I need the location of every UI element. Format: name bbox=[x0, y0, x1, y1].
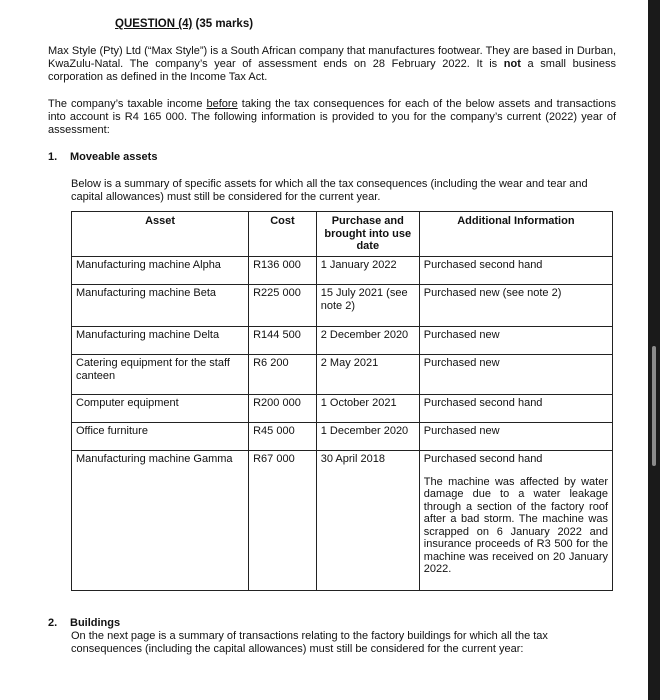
question-title bbox=[115, 18, 253, 31]
table-row bbox=[72, 395, 613, 423]
section-1-text: Below is a summary of specific assets for which all the tax consequences (including the wear and tear and capital allowances) must still be considered for the current year. bbox=[71, 178, 588, 203]
section-2-text: On the next page is a summary of transactions relating to the factory buildings for which all the tax consequences (including the capital allowances) must still be considered for the current year: bbox=[71, 630, 548, 655]
scrollbar[interactable] bbox=[648, 0, 660, 700]
cell-cost: R136 000 bbox=[249, 257, 317, 285]
scrollbar-thumb[interactable] bbox=[652, 346, 656, 466]
table-row bbox=[72, 285, 613, 327]
cell-asset: Office furniture bbox=[72, 423, 249, 451]
intro-p1-bold: not bbox=[503, 58, 521, 70]
intro-p2-text-a: The company’s taxable income bbox=[48, 98, 207, 110]
cell-asset: Manufacturing machine Gamma bbox=[72, 451, 249, 591]
gamma-damage-note: The machine was affected by water damage due to a water leakage through a section of the factory roof after a bad storm. The machine was scrapped on 6 January 2022 and insurance proceeds of R3 500 for the machine was received on 20 January 2022. bbox=[423, 475, 608, 575]
intro-p2-text-b: taking the tax consequences for each of the below assets and transactions into account is R4 165 000. The following information is provided to you for the company’s current (2022) year of assessment: bbox=[48, 98, 616, 136]
cell-date: 2 May 2021 bbox=[316, 355, 419, 395]
header-additional-info: Additional Information bbox=[419, 212, 612, 257]
assets-table bbox=[71, 211, 613, 591]
cell-asset: Manufacturing machine Delta bbox=[72, 327, 249, 355]
cell-info: Purchased second hand bbox=[419, 395, 612, 423]
cell-info: Purchased new bbox=[419, 355, 612, 395]
cell-date: 15 July 2021 (see note 2) bbox=[316, 285, 419, 327]
question-marks: (35 marks) bbox=[192, 18, 254, 30]
header-asset: Asset bbox=[72, 212, 249, 257]
cell-asset: Manufacturing machine Alpha bbox=[72, 257, 249, 285]
cell-date: 1 October 2021 bbox=[316, 395, 419, 423]
intro-paragraph-1 bbox=[48, 45, 616, 84]
section-1-heading bbox=[48, 151, 157, 164]
cell-cost: R144 500 bbox=[249, 327, 317, 355]
section-2-title: Buildings bbox=[70, 617, 121, 629]
cell-cost: R225 000 bbox=[249, 285, 317, 327]
header-date: Purchase and brought into use date bbox=[316, 212, 419, 257]
table-row bbox=[72, 327, 613, 355]
section-1-number: 1. bbox=[48, 151, 58, 163]
cell-date: 30 April 2018 bbox=[316, 451, 419, 591]
cell-date: 1 January 2022 bbox=[316, 257, 419, 285]
intro-p1-text-b: a small business corporation as defined in the Income Tax Act. bbox=[48, 58, 616, 83]
table-row bbox=[72, 257, 613, 285]
question-number: QUESTION (4) bbox=[115, 18, 193, 30]
intro-paragraph-2 bbox=[48, 98, 616, 137]
header-cost: Cost bbox=[249, 212, 317, 257]
cell-date: 2 December 2020 bbox=[316, 327, 419, 355]
gamma-info-label: Purchased second hand bbox=[423, 453, 543, 465]
table-row bbox=[72, 355, 613, 395]
intro-p2-underline: before bbox=[206, 98, 238, 110]
cell-info: Purchased second hand bbox=[419, 257, 612, 285]
table-row bbox=[72, 423, 613, 451]
cell-info: Purchased new (see note 2) bbox=[419, 285, 612, 327]
section-2-number: 2. bbox=[48, 617, 58, 629]
cell-cost: R200 000 bbox=[249, 395, 317, 423]
cell-info: Purchased new bbox=[419, 423, 612, 451]
cell-cost: R6 200 bbox=[249, 355, 317, 395]
section-2-heading bbox=[48, 617, 120, 630]
cell-info bbox=[419, 451, 612, 591]
cell-info: Purchased new bbox=[419, 327, 612, 355]
cell-asset: Catering equipment for the staff canteen bbox=[72, 355, 249, 395]
cell-date: 1 December 2020 bbox=[316, 423, 419, 451]
intro-p1-text-a: Max Style (Pty) Ltd (“Max Style”) is a South African company that manufactures footwear. They are based in Durban, KwaZulu-Natal. The company’s year of assessment ends on 28 February 2022. It is bbox=[48, 45, 616, 70]
cell-cost: R67 000 bbox=[249, 451, 317, 591]
section-1-title: Moveable assets bbox=[70, 151, 158, 163]
cell-asset: Manufacturing machine Beta bbox=[72, 285, 249, 327]
cell-asset: Computer equipment bbox=[72, 395, 249, 423]
table-header-row bbox=[72, 212, 613, 257]
table-row bbox=[72, 451, 613, 591]
cell-cost: R45 000 bbox=[249, 423, 317, 451]
